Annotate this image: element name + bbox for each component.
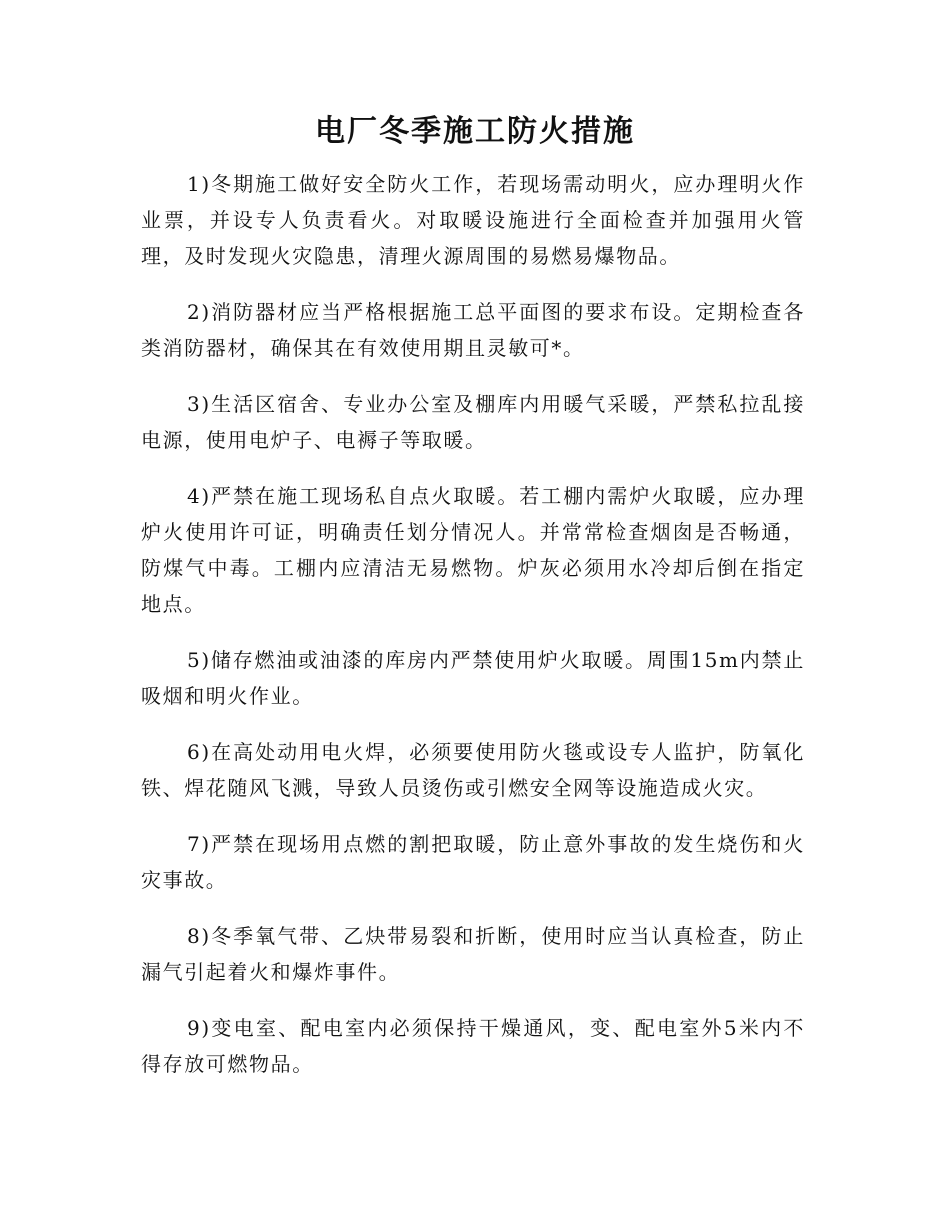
paragraph-8: 8)冬季氧气带、乙炔带易裂和折断，使用时应当认真检查，防止漏气引起着火和爆炸事件。 (141, 924, 805, 984)
paragraph-1: 1)冬期施工做好安全防火工作，若现场需动明火，应办理明火作业票，并设专人负责看火。对取暖设施进行全面检查并加强用火管理，及时发现火灾隐患，清理火源周围的易燃易爆物品。 (141, 172, 805, 268)
document-body (141, 166, 805, 1102)
paragraph-6: 6)在高处动用电火焊，必须要使用防火毯或设专人监护，防氧化铁、焊花随风飞溅，导致人员烫伤或引燃安全网等设施造成火灾。 (141, 740, 805, 800)
paragraph-5: 5)储存燃油或油漆的库房内严禁使用炉火取暖。周围15m内禁止吸烟和明火作业。 (141, 648, 805, 708)
paragraph-2: 2)消防器材应当严格根据施工总平面图的要求布设。定期检查各类消防器材，确保其在有效使用期且灵敏可*。 (141, 300, 805, 360)
document-title: 电厂冬季施工防火措施 (315, 114, 635, 149)
paragraph-3: 3)生活区宿舍、专业办公室及棚库内用暖气采暖，严禁私拉乱接电源，使用电炉子、电褥子等取暖。 (141, 392, 805, 452)
paragraph-7: 7)严禁在现场用点燃的割把取暖，防止意外事故的发生烧伤和火灾事故。 (141, 832, 805, 892)
paragraph-9: 9)变电室、配电室内必须保持干燥通风，变、配电室外5米内不得存放可燃物品。 (141, 1016, 805, 1076)
paragraph-4: 4)严禁在施工现场私自点火取暖。若工棚内需炉火取暖，应办理炉火使用许可证，明确责任划分情况人。并常常检查烟囱是否畅通，防煤气中毒。工棚内应清洁无易燃物。炉灰必须用水冷却后倒在指定地点。 (141, 484, 805, 616)
